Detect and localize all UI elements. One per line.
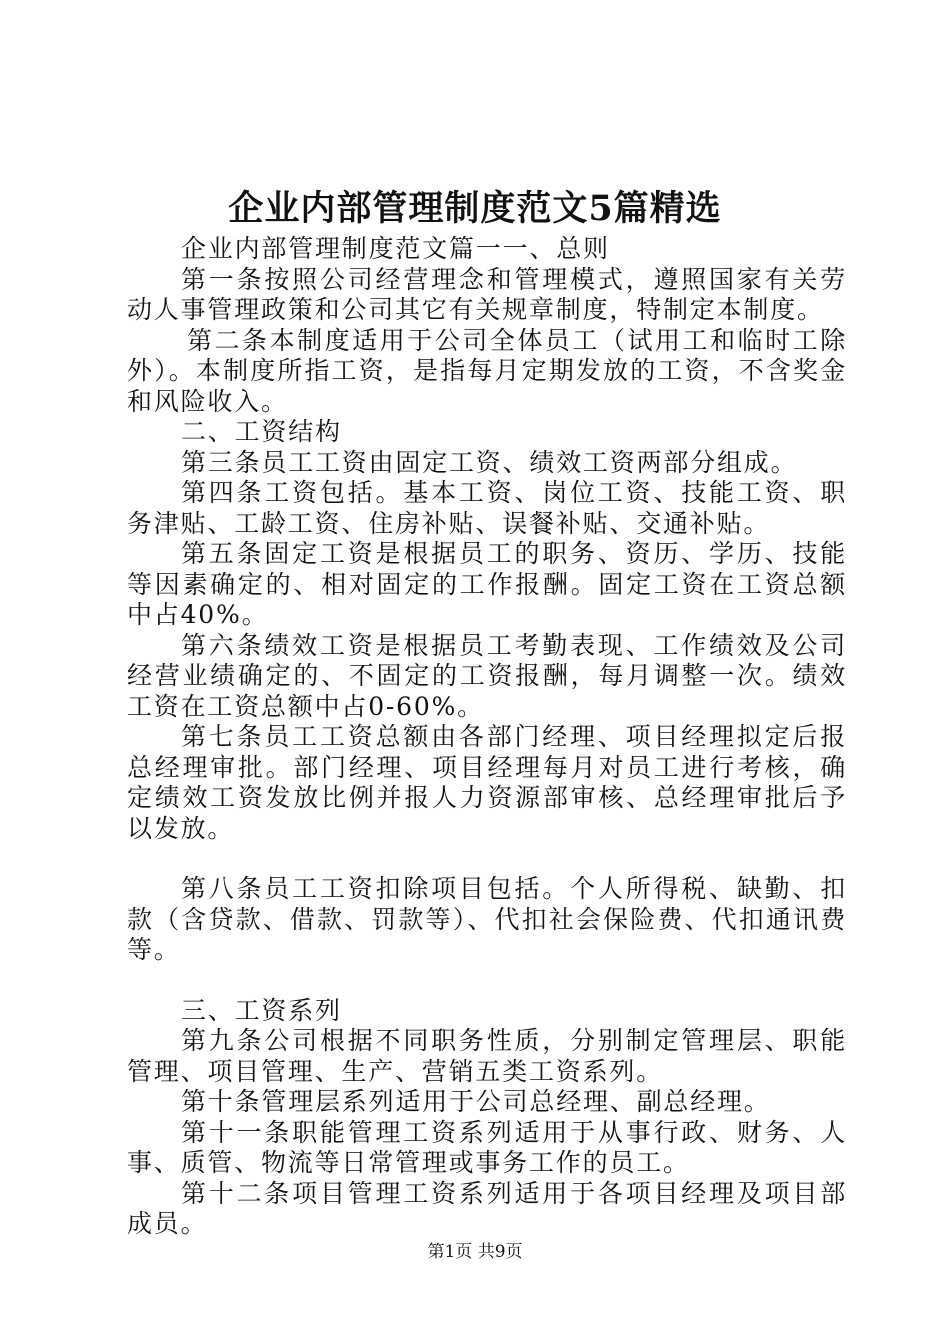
paragraph-article-8: 第八条员工工资扣除项目包括。个人所得税、缺勤、扣款（含贷款、借款、罚款等）、代扣社会保险费、代扣通讯费等。 — [127, 874, 847, 964]
paragraph-article-11: 第十一条职能管理工资系列适用于从事行政、财务、人事、质管、物流等日常管理或事务工作的员工。 — [127, 1117, 847, 1177]
page-footer: 第1页 共9页 — [427, 1242, 523, 1262]
paragraph-article-7: 第七条员工工资总额由各部门经理、项目经理拟定后报总经理审批。部门经理、项目经理每月对员工进行考核，确定绩效工资发放比例并报人力资源部审核、总经理审批后予以发放。 — [127, 722, 847, 843]
section-heading-2: 二、工资结构 — [181, 417, 342, 446]
paragraph-article-6: 第六条绩效工资是根据员工考勤表现、工作绩效及公司经营业绩确定的、不固定的工资报酬，每月调整一次。绩效工资在工资总额中占0-60%。 — [127, 630, 847, 721]
paragraph-article-1: 第一条按照公司经营理念和管理模式，遵照国家有关劳动人事管理政策和公司其它有关规章制度，特制定本制度。 — [127, 264, 847, 324]
paragraph-article-2: 第二条本制度适用于公司全体员工（试用工和临时工除外）。本制度所指工资，是指每月定期发放的工资，不含奖金和风险收入。 — [127, 325, 847, 416]
paragraph-article-4: 第四条工资包括。基本工资、岗位工资、技能工资、职务津贴、工龄工资、住房补贴、误餐补贴、交通补贴。 — [127, 478, 847, 538]
document-title: 企业内部管理制度范文5篇精选 — [228, 188, 722, 229]
paragraph-article-10: 第十条管理层系列适用于公司总经理、副总经理。 — [181, 1087, 771, 1116]
document-body — [127, 234, 847, 1240]
paragraph-article-3: 第三条员工工资由固定工资、绩效工资两部分组成。 — [181, 447, 798, 477]
paragraph-intro: 企业内部管理制度范文篇一一、总则 — [181, 234, 610, 263]
paragraph-article-9: 第九条公司根据不同职务性质，分别制定管理层、职能管理、项目管理、生产、营销五类工资系列。 — [127, 1026, 847, 1086]
paragraph-article-5: 第五条固定工资是根据员工的职务、资历、学历、技能等因素确定的、相对固定的工作报酬。固定工资在工资总额中占40%。 — [127, 539, 847, 629]
paragraph-article-12: 第十二条项目管理工资系列适用于各项目经理及项目部成员。 — [127, 1178, 847, 1238]
section-heading-3: 三、工资系列 — [181, 995, 342, 1025]
